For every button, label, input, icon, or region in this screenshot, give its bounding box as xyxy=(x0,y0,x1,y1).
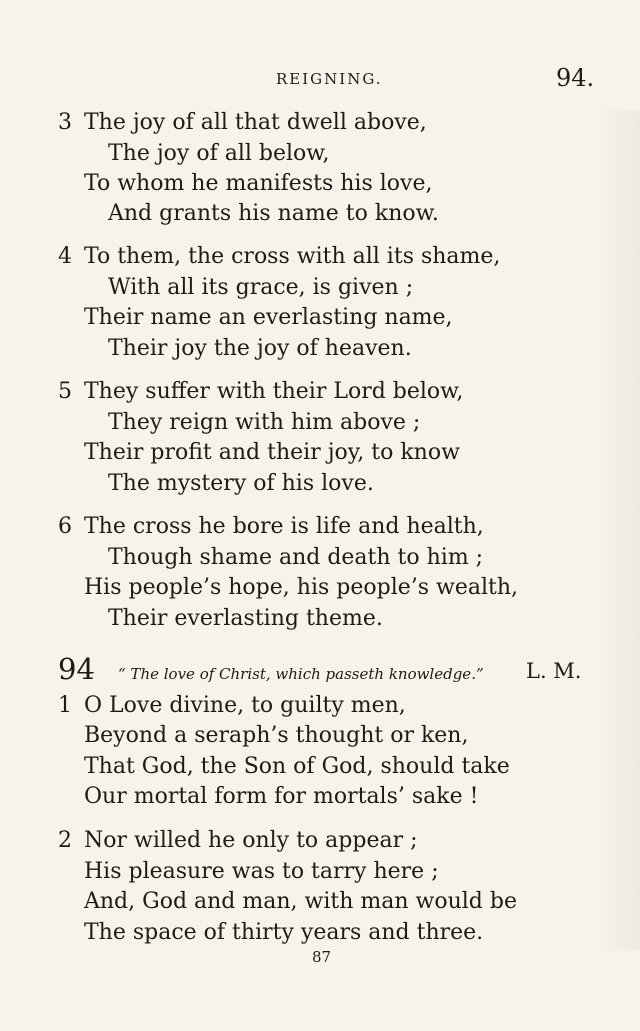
stanza-number: 2 xyxy=(58,828,72,853)
stanza-line: Their name an everlasting name, xyxy=(84,305,453,330)
stanza-number: 6 xyxy=(58,514,72,539)
stanza-number: 1 xyxy=(58,693,72,718)
stanza-line: That God, the Son of God, should take xyxy=(84,754,510,779)
stanza-line: And, God and man, with man would be xyxy=(84,889,517,914)
stanza-line: The mystery of his love. xyxy=(108,471,374,496)
stanza-line: To whom he manifests his love, xyxy=(84,171,433,196)
stanza-line: The joy of all below, xyxy=(108,141,330,166)
bleed-through-shadow xyxy=(596,110,640,951)
stanza-line: They suffer with their Lord below, xyxy=(84,379,464,404)
hymn-meter: L. M. xyxy=(526,659,582,683)
stanza-line: The space of thirty years and three. xyxy=(84,920,484,945)
running-title: REIGNING. xyxy=(276,70,383,88)
page-number: 87 xyxy=(312,948,332,966)
stanza-line: Their everlasting theme. xyxy=(108,606,383,631)
stanza-line: To them, the cross with all its shame, xyxy=(84,244,501,269)
stanza-number: 5 xyxy=(58,379,72,404)
stanza-number: 3 xyxy=(58,110,72,135)
hymn-title: “ The love of Christ, which passeth knowledge.” xyxy=(118,665,484,683)
stanza-line: Nor willed he only to appear ; xyxy=(84,828,418,853)
stanza-line: O Love divine, to guilty men, xyxy=(84,693,406,718)
stanza-line: With all its grace, is given ; xyxy=(108,275,414,300)
stanza-line: The joy of all that dwell above, xyxy=(84,110,427,135)
stanza-line: Our mortal form for mortals’ sake ! xyxy=(84,784,479,809)
header-hymn-number: 94. xyxy=(556,64,595,92)
stanza-number: 4 xyxy=(58,244,72,269)
stanza-line: Beyond a seraph’s thought or ken, xyxy=(84,723,469,748)
hymn-number: 94 xyxy=(58,652,95,686)
stanza-line: They reign with him above ; xyxy=(108,410,421,435)
stanza-line: His people’s hope, his people’s wealth, xyxy=(84,575,519,600)
stanza-line: His pleasure was to tarry here ; xyxy=(84,859,439,884)
stanza-line: Though shame and death to him ; xyxy=(108,545,484,570)
stanza-line: Their profit and their joy, to know xyxy=(84,440,460,465)
stanza-line: And grants his name to know. xyxy=(108,201,439,226)
stanza-line: Their joy the joy of heaven. xyxy=(108,336,412,361)
stanza-line: The cross he bore is life and health, xyxy=(84,514,484,539)
